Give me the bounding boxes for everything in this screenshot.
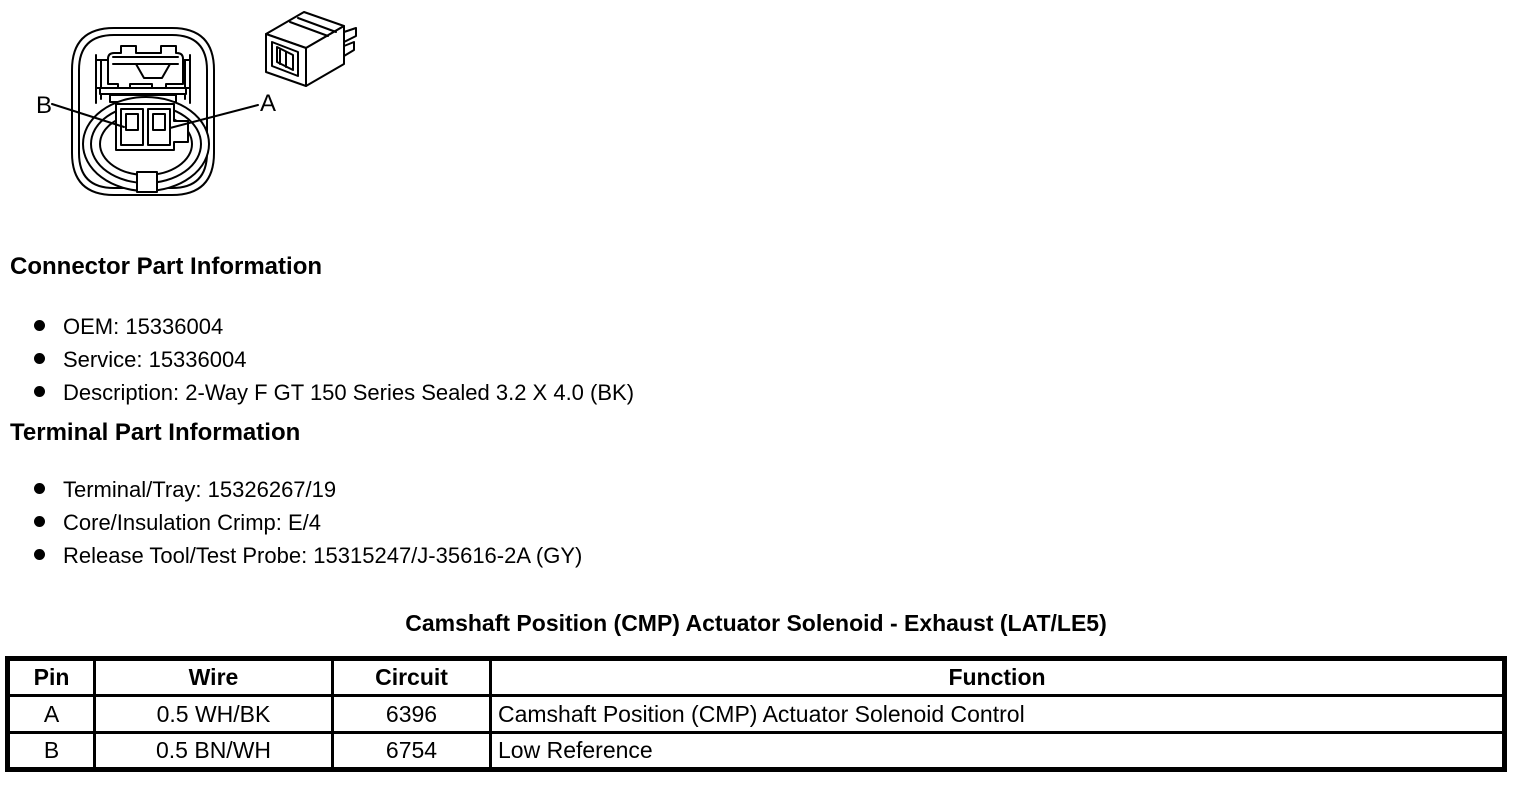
cell-wire: 0.5 WH/BK [95, 696, 333, 733]
connector-front-view [52, 28, 258, 195]
list-item-release-tool: Release Tool/Test Probe: 15315247/J-35616-2A (GY) [34, 539, 582, 572]
latch-tab [108, 46, 183, 91]
cell-wire: 0.5 BN/WH [95, 733, 333, 770]
pin-label-b: B [36, 92, 53, 119]
table-header-row [8, 659, 1505, 696]
column-header-function: Function [491, 659, 1505, 696]
connector-info-list [34, 310, 634, 409]
column-header-circuit: Circuit [333, 659, 491, 696]
list-item-description: Description: 2-Way F GT 150 Series Sealed 3.2 X 4.0 (BK) [34, 376, 634, 409]
table-row-pin-b [8, 733, 1505, 770]
cell-function: Camshaft Position (CMP) Actuator Solenoid Control [491, 696, 1505, 733]
list-item-terminal-tray: Terminal/Tray: 15326267/19 [34, 473, 582, 506]
column-header-wire: Wire [95, 659, 333, 696]
connector-diagram [0, 0, 360, 215]
list-item-oem: OEM: 15336004 [34, 310, 634, 343]
table-row-pin-a [8, 696, 1505, 733]
list-item-crimp: Core/Insulation Crimp: E/4 [34, 506, 582, 539]
terminal-info-list [34, 473, 582, 572]
cell-function: Low Reference [491, 733, 1505, 770]
column-header-pin: Pin [8, 659, 95, 696]
list-item-service: Service: 15336004 [34, 343, 634, 376]
connector-part-information-heading: Connector Part Information [10, 253, 323, 280]
pin-label-a: A [260, 90, 277, 117]
table-title: Camshaft Position (CMP) Actuator Solenoid - Exhaust (LAT/LE5) [405, 610, 1107, 636]
pinout-table [5, 656, 1507, 772]
cell-pin: A [8, 696, 95, 733]
connector-isometric-view [266, 12, 356, 86]
cell-circuit: 6396 [333, 696, 491, 733]
cell-pin: B [8, 733, 95, 770]
cell-circuit: 6754 [333, 733, 491, 770]
terminal-part-information-heading: Terminal Part Information [10, 419, 301, 446]
